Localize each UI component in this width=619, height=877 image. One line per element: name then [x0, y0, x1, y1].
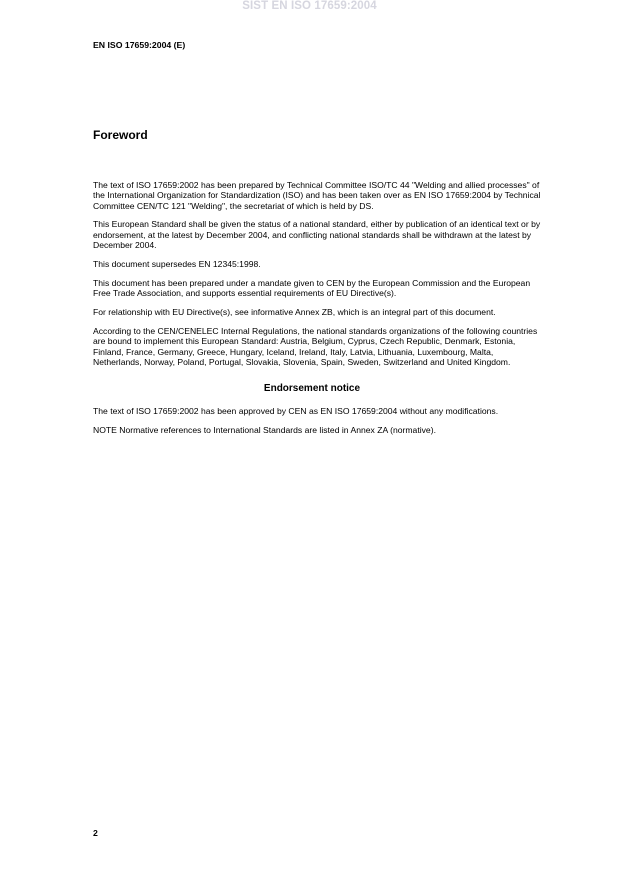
endorsement-paragraph-1: The text of ISO 17659:2002 has been approved by CEN as EN ISO 17659:2004 without any modifications. — [93, 406, 499, 417]
endorsement-note: NOTE Normative references to International Standards are listed in Annex ZA (normative). — [93, 425, 436, 436]
document-id: EN ISO 17659:2004 (E) — [93, 40, 186, 50]
endorsement-title: Endorsement notice — [263, 383, 361, 395]
document-body — [93, 180, 543, 444]
foreword-paragraph-4: This document has been prepared under a mandate given to CEN by the European Commission and the European Free Trade Association, and supports essential requirements of EU Directive(s). — [93, 277, 531, 299]
foreword-title: Foreword — [93, 128, 148, 142]
foreword-paragraph-1: The text of ISO 17659:2002 has been prepared by Technical Committee ISO/TC 44 "Welding and allied processes" of the International Organization for Standardization (ISO) and has been taken over as EN ISO 17659:2004 by Technical Committee CEN/TC 121 "Welding", the secretariat of which is held by DS. — [93, 180, 541, 211]
foreword-paragraph-6: According to the CEN/CENELEC Internal Regulations, the national standards organizations of the following countries are bound to implement this European Standard: Austria, Belgium, Cyprus, Czech Republic, Denmark, Estonia, Finland, France, Germany, Greece, Hungary, Iceland, Ireland, Italy, Latvia, Lithuania, Luxembourg, Malta, Netherlands, Norway, Poland, Portugal, Slovakia, Slovenia, Spain, Sweden, Switzerland and United Kingdom. — [93, 325, 538, 367]
foreword-paragraph-2: This European Standard shall be given the status of a national standard, either by publication of an identical text or by endorsement, at the latest by December 2004, and conflicting national standards shall be withdrawn at the latest by December 2004. — [93, 219, 541, 251]
page-number: 2 — [93, 828, 98, 838]
foreword-paragraph-3: This document supersedes EN 12345:1998. — [93, 258, 261, 269]
foreword-paragraph-5: For relationship with EU Directive(s), see informative Annex ZB, which is an integral part of this document. — [93, 307, 496, 318]
watermark: SIST EN ISO 17659:2004 — [242, 0, 377, 12]
